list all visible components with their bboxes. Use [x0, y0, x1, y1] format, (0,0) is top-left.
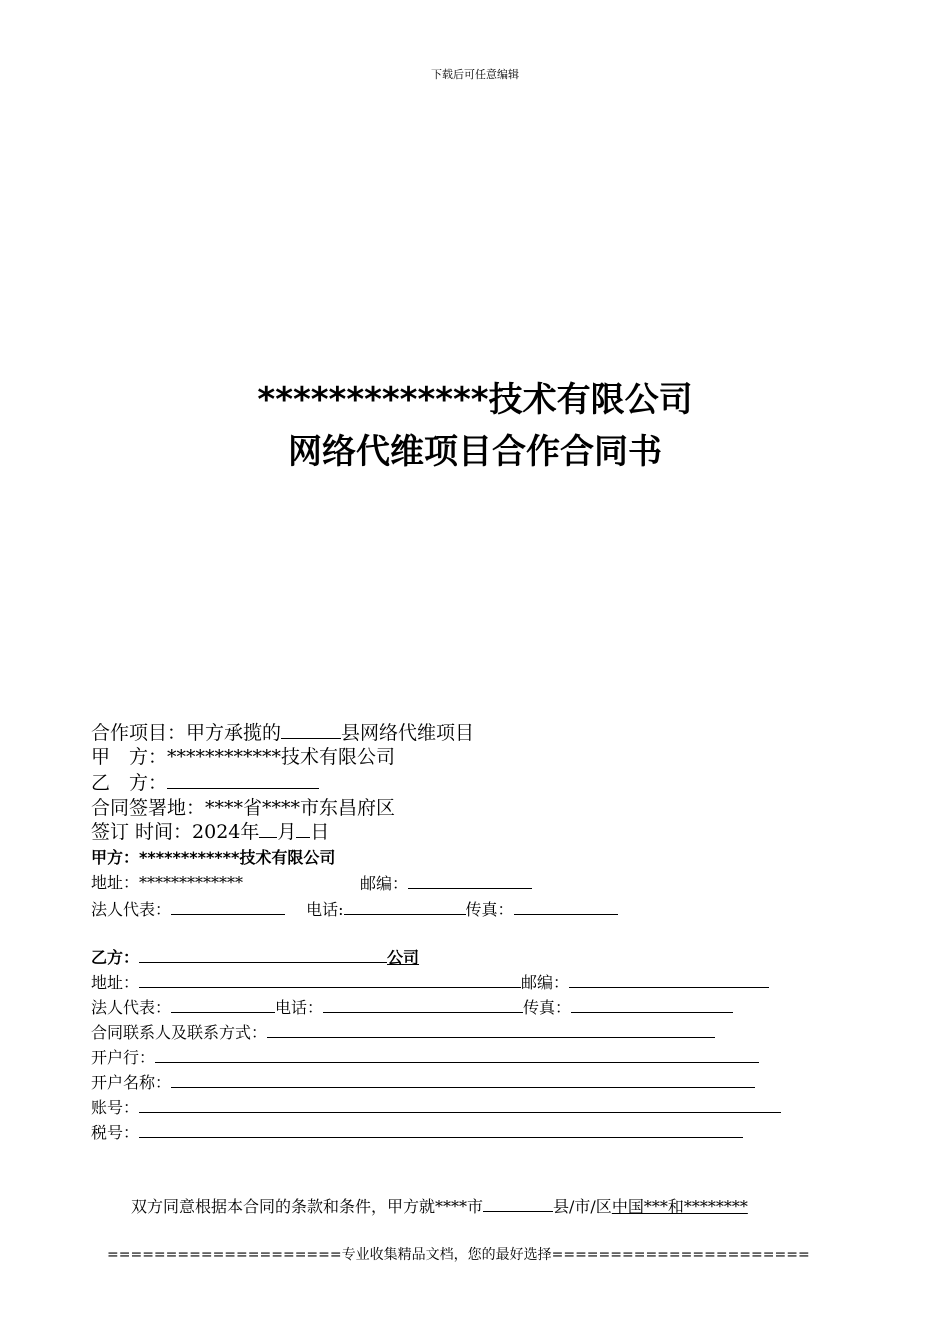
party-a-label: 甲 方：: [91, 746, 168, 768]
party-a-address-line: [91, 872, 243, 894]
party-a-address-value: *************: [139, 873, 244, 892]
party-a-fax-label: 传真：: [465, 900, 514, 919]
sign-time-day: 日: [310, 821, 330, 843]
county-blank: [281, 722, 341, 739]
party-b-heading-suffix: 公司: [387, 948, 420, 967]
party-b-legal-rep-label: 法人代表：: [91, 998, 172, 1017]
party-b-label: 乙 方：: [91, 772, 168, 794]
document-title-contract: 网络代维项目合作合同书: [288, 432, 662, 472]
cover-project-line: [91, 722, 474, 745]
party-b-account-name-blank: [171, 1071, 755, 1088]
body-middle: 县/市/区: [553, 1197, 612, 1216]
party-a-value: ************技术有限公司: [167, 746, 396, 768]
party-b-address-blank: [139, 971, 521, 988]
cover-sign-time-line: [91, 821, 329, 844]
party-a-postcode-blank: [408, 872, 532, 889]
day-blank: [296, 821, 310, 838]
party-b-phone-blank: [323, 996, 523, 1013]
document-title-company: *************技术有限公司: [257, 380, 693, 420]
party-a-postcode-line: [360, 872, 532, 895]
party-b-fax-blank: [571, 996, 733, 1013]
party-b-contact-blank: [267, 1021, 715, 1038]
party-a-legal-rep-blank: [171, 898, 285, 915]
party-b-phone-line: [91, 996, 733, 1019]
party-a-phone-blank: [344, 898, 466, 915]
month-blank: [259, 821, 277, 838]
party-b-heading-label: 乙方：: [91, 948, 140, 967]
party-b-contact-line: [91, 1021, 715, 1044]
party-a-contact-line: [91, 898, 618, 921]
party-b-name-blank: [139, 946, 387, 963]
sign-time-label: 签订 时间：: [91, 821, 193, 843]
party-b-bank-line: [91, 1046, 759, 1069]
party-b-account-no-blank: [139, 1096, 781, 1113]
sign-place-label: 合同签署地：: [91, 797, 206, 819]
party-b-bank-blank: [155, 1046, 759, 1063]
party-b-account-name-line: [91, 1071, 755, 1094]
cover-party-a-line: [91, 746, 395, 769]
sign-time-month: 月: [277, 821, 297, 843]
party-a-legal-rep-label: 法人代表：: [91, 900, 172, 919]
party-a-fax-blank: [514, 898, 618, 915]
party-b-tax-no-blank: [139, 1121, 743, 1138]
party-a-phone-label: 电话:: [306, 900, 344, 919]
party-b-address-label: 地址：: [91, 973, 140, 992]
party-b-contact-label: 合同联系人及联系方式：: [91, 1023, 268, 1042]
party-b-phone-label: 电话：: [275, 998, 324, 1017]
cover-party-b-line: [91, 772, 319, 795]
party-b-tax-no-line: [91, 1121, 743, 1144]
party-a-address-label: 地址：: [91, 873, 140, 892]
party-b-address-line: [91, 971, 769, 994]
party-b-blank: [167, 772, 319, 789]
page-footer: ====================专业收集精品文档，您的最好选择======================: [107, 1247, 810, 1263]
sign-place-value: ****省****市东昌府区: [205, 797, 396, 819]
body-county-blank: [483, 1195, 553, 1212]
party-b-bank-label: 开户行：: [91, 1048, 156, 1067]
party-b-account-name-label: 开户名称：: [91, 1073, 172, 1092]
party-b-postcode-blank: [569, 971, 769, 988]
party-b-postcode-label: 邮编：: [521, 973, 570, 992]
party-b-account-no-label: 账号：: [91, 1098, 140, 1117]
party-b-account-no-line: [91, 1096, 781, 1119]
party-a-heading: 甲方：************技术有限公司: [91, 848, 336, 867]
body-paragraph: [131, 1195, 748, 1218]
body-prefix: 双方同意根据本合同的条款和条件，甲方就****市: [131, 1197, 484, 1216]
body-underlined: 中国***和********: [611, 1197, 748, 1216]
project-suffix: 县网络代维项目: [341, 722, 475, 744]
party-b-legal-rep-blank: [171, 996, 275, 1013]
sign-time-year: 2024年: [192, 821, 260, 843]
party-b-fax-label: 传真：: [523, 998, 572, 1017]
project-label: 合作项目：甲方承揽的: [91, 722, 282, 744]
cover-sign-place-line: [91, 797, 395, 820]
header-note: 下载后可任意编辑: [431, 68, 519, 81]
party-a-postcode-label: 邮编：: [360, 874, 409, 893]
party-b-heading: [91, 946, 419, 969]
party-b-tax-no-label: 税号：: [91, 1123, 140, 1142]
